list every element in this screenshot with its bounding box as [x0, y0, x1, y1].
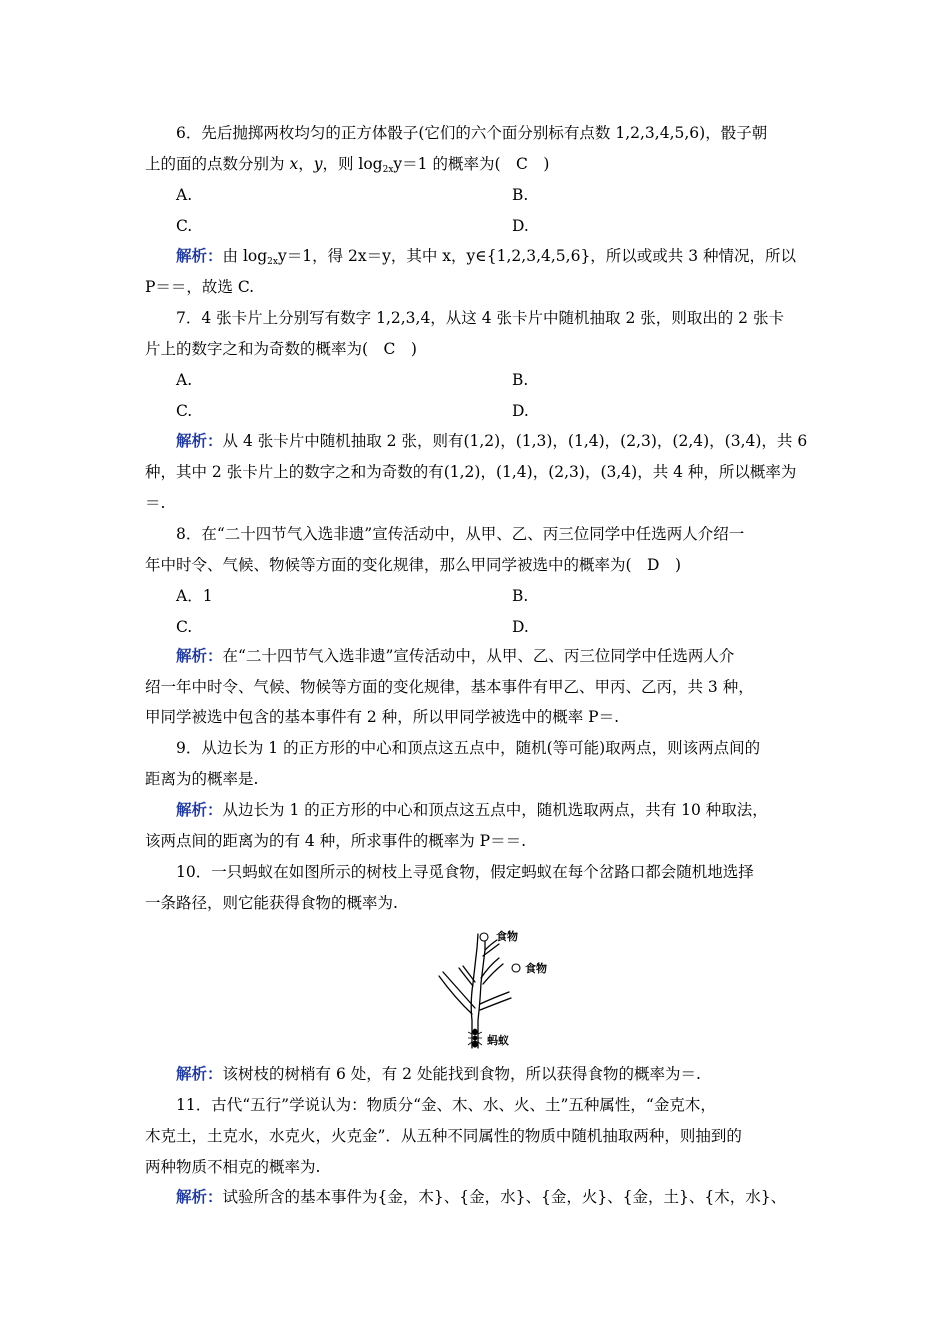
food-dot-2 [512, 964, 520, 972]
food-dot-1 [480, 933, 488, 941]
q11-solution-line1: 解析：试验所含的基本事件为{金，木}、{金，水}、{金，火}、{金，土}、{木，水}、 [176, 1187, 787, 1206]
q7-option-c: C. [176, 402, 193, 420]
q11-stem-line1: 11．古代“五行”学说认为：物质分“金、木、水、火、土”五种属性，“金克木， [176, 1096, 716, 1114]
q7-option-d: D. [512, 402, 529, 420]
q7-stem-line2: 片上的数字之和为奇数的概率为( C ) [145, 340, 417, 358]
q6-option-d: D. [512, 217, 529, 235]
q9-solution-line2: 该两点间的距离为的有 4 种，所求事件的概率为 P＝＝. [145, 832, 527, 850]
q8-stem-line2: 年中时令、气候、物候等方面的变化规律，那么甲同学被选中的概率为( D ) [145, 556, 682, 574]
solution-label: 解析： [176, 800, 223, 819]
q9-stem-line2: 距离为的概率是. [145, 770, 259, 788]
solution-label: 解析： [176, 646, 223, 665]
q6-solution-line1: 解析：由 $\log_{2x}y=1$，得 2x＝y，其中 x，y∈{1,2,3,4,5,6}，所以或或共 3 种情况，所以 [176, 246, 797, 267]
q10-stem-line1: 10．一只蚂蚁在如图所示的树枝上寻觅食物，假定蚂蚁在每个岔路口都会随机地选择 [176, 863, 754, 881]
q6-solution-line2: P＝＝，故选 C. [145, 278, 255, 296]
q8-solution-line3: 甲同学被选中包含的基本事件有 2 种，所以甲同学被选中的概率 P＝. [145, 708, 620, 726]
q7-solution-line2: 种，其中 2 张卡片上的数字之和为奇数的有(1,2)，(1,4)，(2,3)，(3,4)，共 4 种，所以概率为 [145, 463, 797, 481]
q8-option-a: A．1 [176, 587, 213, 605]
q11-stem-line3: 两种物质不相克的概率为. [145, 1158, 321, 1176]
q8-solution-line1: 解析：在“二十四节气入选非遗”宣传活动中，从甲、乙、丙三位同学中任选两人介 [176, 646, 735, 665]
food-label-1: 食物 [496, 930, 518, 943]
q6-option-a: A. [176, 186, 193, 204]
food-label-2: 食物 [525, 962, 547, 975]
q6-stem-line1: 6．先后抛掷两枚均匀的正方体骰子(它们的六个面分别标有点数 1,2,3,4,5,6)，骰子朝 [176, 124, 768, 142]
ant-tree-figure [425, 928, 555, 1056]
q7-option-b: B. [512, 371, 529, 389]
q7-solution-line1: 解析：从 4 张卡片中随机抽取 2 张，则有(1,2)，(1,3)，(1,4)，(2,3)，(2,4)，(3,4)，共 6 [176, 431, 808, 450]
q10-stem-line2: 一条路径，则它能获得食物的概率为. [145, 894, 398, 912]
q8-option-b: B. [512, 587, 529, 605]
q7-option-a: A. [176, 371, 193, 389]
q6-option-b: B. [512, 186, 529, 204]
ant-label: 蚂蚁 [487, 1034, 509, 1047]
q8-option-c: C. [176, 618, 193, 636]
q6-stem-line2: 上的面的点数分别为 x，y，则 $\log_{2x}y=1$ 的概率为( C ) [145, 155, 550, 175]
solution-label: 解析： [176, 1064, 223, 1083]
q8-option-d: D. [512, 618, 529, 636]
q9-solution-line1: 解析：从边长为 1 的正方形的中心和顶点这五点中，随机选取两点，共有 10 种取法， [176, 800, 768, 819]
solution-label: 解析： [176, 1187, 223, 1206]
q7-stem-line1: 7．4 张卡片上分别写有数字 1,2,3,4，从这 4 张卡片中随机抽取 2 张，则取出的 2 张卡 [176, 309, 784, 327]
solution-label: 解析： [176, 431, 223, 450]
q6-option-c: C. [176, 217, 193, 235]
q7-solution-line3: ＝. [145, 494, 166, 512]
solution-label: 解析： [176, 246, 223, 265]
q10-solution-line1: 解析：该树枝的树梢有 6 处，有 2 处能找到食物，所以获得食物的概率为＝. [176, 1064, 701, 1083]
q8-stem-line1: 8．在“二十四节气入选非遗”宣传活动中，从甲、乙、丙三位同学中任选两人介绍一 [176, 525, 745, 543]
q11-stem-line2: 木克土，土克水，水克火，火克金”．从五种不同属性的物质中随机抽取两种，则抽到的 [145, 1127, 742, 1145]
q9-stem-line1: 9．从边长为 1 的正方形的中心和顶点这五点中，随机(等可能)取两点，则该两点间的 [176, 739, 761, 757]
ant-icon [468, 1029, 482, 1047]
q8-solution-line2: 绍一年中时令、气候、物候等方面的变化规律，基本事件有甲乙、甲丙、乙丙，共 3 种， [145, 678, 754, 696]
